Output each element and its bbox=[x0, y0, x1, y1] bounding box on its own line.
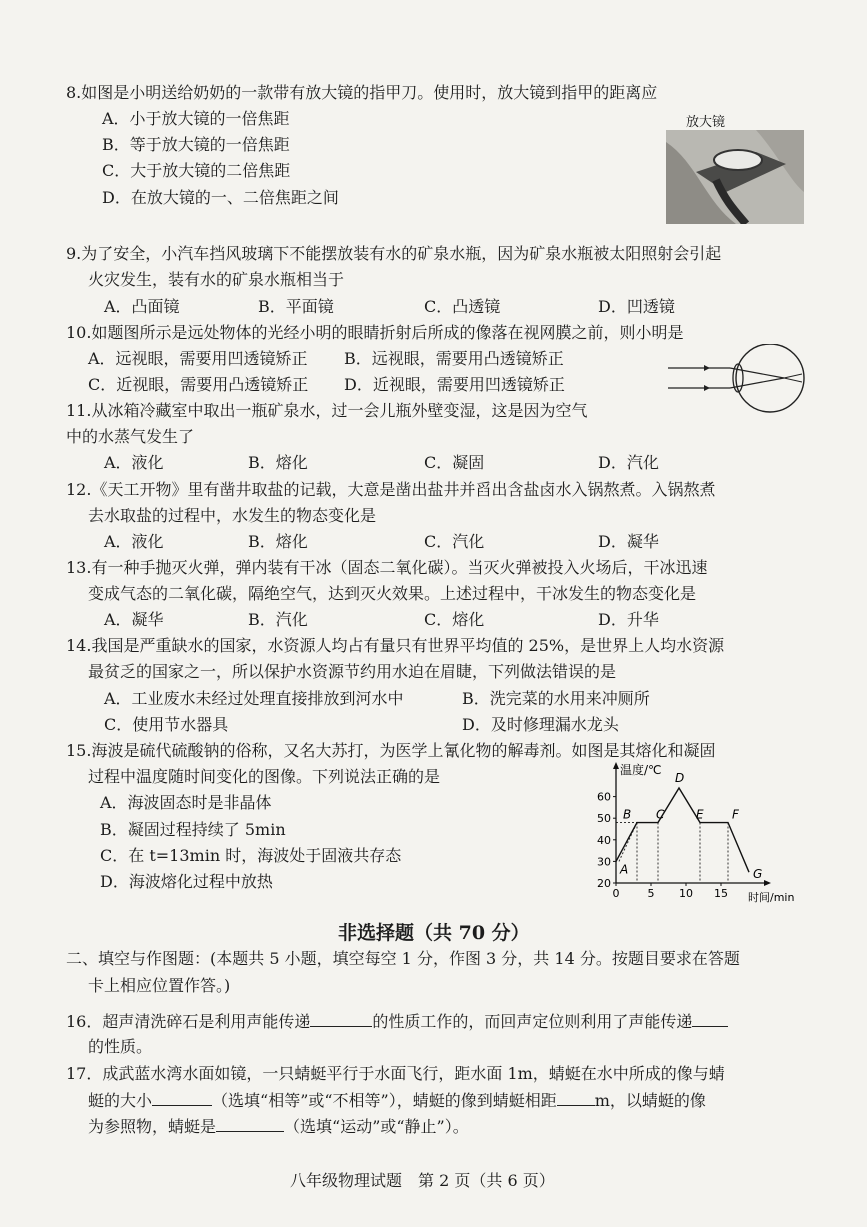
q11-option-d: D．汽化 bbox=[598, 453, 659, 472]
q9-stem-line2: 火灾发生，装有水的矿泉水瓶相当于 bbox=[88, 270, 345, 289]
chart-point-label: D bbox=[675, 770, 685, 785]
x-tick-label: 5 bbox=[647, 887, 655, 900]
q17-text-2a: 蜓的大小 bbox=[88, 1091, 153, 1110]
q9-stem-line1: 9.为了安全，小汽车挡风玻璃下不能摆放装有水的矿泉水瓶，因为矿泉水瓶被太阳照射会引起 bbox=[66, 244, 722, 263]
q11-option-c: C．凝固 bbox=[424, 453, 485, 472]
y-tick-label: 50 bbox=[597, 812, 611, 826]
q10-option-d: D．近视眼，需要用凹透镜矫正 bbox=[344, 375, 565, 394]
y-axis-arrow-icon bbox=[613, 762, 619, 769]
chart-series-line bbox=[616, 788, 749, 872]
section-intro-line2: 卡上相应位置作答。) bbox=[88, 976, 231, 995]
q12-option-c: C．汽化 bbox=[424, 532, 485, 551]
chart-y-ticks bbox=[597, 791, 616, 890]
q16-blank-1[interactable] bbox=[310, 1010, 372, 1027]
q15-option-a: A．海波固态时是非晶体 bbox=[100, 793, 272, 812]
q10-option-a: A．远视眼，需要用凹透镜矫正 bbox=[88, 349, 308, 368]
q15-stem-line2: 过程中温度随时间变化的图像。下列说法正确的是 bbox=[88, 767, 441, 786]
q11-stem-line2: 中的水蒸气发生了 bbox=[66, 427, 195, 446]
y-tick-label: 20 bbox=[597, 877, 611, 890]
eye-diagram bbox=[664, 344, 814, 416]
q9-option-a: A．凸面镜 bbox=[104, 297, 180, 316]
chart-xlabel: 时间/min bbox=[748, 891, 795, 904]
q8-option-d: D．在放大镜的一、二倍焦距之间 bbox=[102, 188, 339, 207]
q11-option-a: A．液化 bbox=[104, 453, 164, 472]
q14-stem-line2: 最贫乏的国家之一，所以保护水资源节约用水迫在眉睫，下列做法错误的是 bbox=[88, 662, 617, 681]
q14-stem-line1: 14.我国是严重缺水的国家，水资源人均占有量只有世界平均值的 25%，是世界上人均水资源 bbox=[66, 636, 725, 655]
q10-option-c: C．近视眼，需要用凸透镜矫正 bbox=[88, 375, 309, 394]
q11-option-b: B．熔化 bbox=[248, 453, 308, 472]
q8-figure-label: 放大镜 bbox=[686, 115, 726, 130]
q16-blank-2[interactable] bbox=[692, 1010, 728, 1027]
q14-option-a: A．工业废水未经过处理直接排放到河水中 bbox=[104, 689, 404, 708]
chart-point-label: C bbox=[656, 807, 665, 822]
x-tick-label: 15 bbox=[714, 887, 728, 900]
q12-option-d: D．凝华 bbox=[598, 532, 659, 551]
q17-text-3b: （选填“运动”或“静止”）。 bbox=[284, 1117, 469, 1136]
q9-option-b: B．平面镜 bbox=[258, 297, 334, 316]
q10-stem: 10.如题图所示是远处物体的光经小明的眼睛折射后所成的像落在视网膜之前，则小明是 bbox=[66, 323, 684, 342]
q13-stem-line2: 变成气态的二氧化碳，隔绝空气，达到灭火效果。上述过程中，干冰发生的物态变化是 bbox=[88, 584, 697, 603]
q13-option-d: D．升华 bbox=[598, 610, 659, 629]
q8-stem: 8.如图是小明送给奶奶的一款带有放大镜的指甲刀。使用时，放大镜到指甲的距离应 bbox=[66, 83, 658, 102]
chart-point-label: F bbox=[732, 807, 739, 822]
q15-option-c: C．在 t=13min 时，海波处于固液共存态 bbox=[100, 846, 402, 865]
q13-option-c: C．熔化 bbox=[424, 610, 485, 629]
q16-text-part1: 16．超声清洗碎石是利用声能传递 bbox=[66, 1012, 311, 1031]
q17-blank-2[interactable] bbox=[557, 1089, 595, 1106]
q17-blank-3[interactable] bbox=[216, 1115, 284, 1132]
q15-option-d: D．海波熔化过程中放热 bbox=[100, 872, 273, 891]
q17-text-2b: （选填“相等”或“不相等”），蜻蜓的像到蜻蜓相距 bbox=[212, 1091, 557, 1110]
q17-line2 bbox=[88, 1089, 706, 1112]
q13-stem-line1: 13.有一种手抛灭火弹，弹内装有干冰（固态二氧化碳）。当灭火弹被投入火场后，干冰迅速 bbox=[66, 558, 708, 577]
chart-point-label: B bbox=[623, 807, 632, 822]
y-tick-label: 40 bbox=[597, 833, 611, 847]
nail-clipper-figure bbox=[666, 112, 804, 224]
q12-option-a: A．液化 bbox=[104, 532, 164, 551]
chart-ylabel: 温度/℃ bbox=[620, 763, 662, 777]
q11-stem-line1: 11.从冰箱冷藏室中取出一瓶矿泉水，过一会儿瓶外壁变湿，这是因为空气 bbox=[66, 401, 588, 420]
q9-option-c: C．凸透镜 bbox=[424, 297, 501, 316]
q16-text-part3: 的性质。 bbox=[88, 1037, 153, 1056]
q13-option-b: B．汽化 bbox=[248, 610, 308, 629]
chart-x-ticks bbox=[613, 883, 729, 900]
y-tick-label: 30 bbox=[597, 855, 611, 869]
temperature-time-chart bbox=[590, 760, 804, 908]
q15-option-b: B．凝固过程持续了 5min bbox=[100, 820, 286, 839]
q14-option-d: D．及时修理漏水龙头 bbox=[462, 715, 619, 734]
q16-text-part2: 的性质工作的，而回声定位则利用了声能传递 bbox=[372, 1012, 693, 1031]
chart-point-label: G bbox=[753, 867, 763, 882]
q12-stem-line2: 去水取盐的过程中，水发生的物态变化是 bbox=[88, 506, 377, 525]
q17-text-3a: 为参照物，蜻蜓是 bbox=[88, 1117, 217, 1136]
section-title: 非选择题（共 70 分） bbox=[338, 922, 530, 944]
section-intro-line1: 二、填空与作图题：(本题共 5 小题，填空每空 1 分，作图 3 分，共 14 分。按题目要求在答题 bbox=[66, 949, 740, 968]
x-tick-label: 0 bbox=[612, 887, 620, 900]
x-tick-label: 10 bbox=[679, 887, 693, 900]
q15-stem-line1: 15.海波是硫代硫酸钠的俗称，又名大苏打，为医学上氰化物的解毒剂。如图是其熔化和凝固 bbox=[66, 741, 716, 760]
q17-blank-1[interactable] bbox=[152, 1089, 212, 1106]
q16-line1 bbox=[66, 1010, 728, 1033]
q17-line1: 17．成武蓝水湾水面如镜，一只蜻蜓平行于水面飞行，距水面 1m，蜻蜓在水中所成的像与蜻 bbox=[66, 1064, 725, 1083]
q8-option-b: B．等于放大镜的一倍焦距 bbox=[102, 135, 290, 154]
q14-option-b: B．洗完菜的水用来冲厕所 bbox=[462, 689, 650, 708]
q8-option-c: C．大于放大镜的二倍焦距 bbox=[102, 161, 291, 180]
q12-option-b: B．熔化 bbox=[248, 532, 308, 551]
q17-text-2c: m，以蜻蜓的像 bbox=[594, 1091, 706, 1110]
y-tick-label: 60 bbox=[597, 790, 611, 804]
q10-option-b: B．远视眼，需要用凸透镜矫正 bbox=[344, 349, 564, 368]
chart-point-label: A bbox=[620, 862, 629, 877]
chart-point-labels bbox=[619, 771, 762, 881]
q17-line3 bbox=[88, 1115, 469, 1138]
q9-option-d: D．凹透镜 bbox=[598, 297, 675, 316]
q12-stem-line1: 12.《天工开物》里有凿井取盐的记载，大意是凿出盐井并舀出含盐卤水入锅熬煮。入锅熬煮 bbox=[66, 480, 716, 499]
page-footer: 八年级物理试题 第 2 页（共 6 页） bbox=[290, 1171, 555, 1190]
q13-option-a: A．凝华 bbox=[104, 610, 164, 629]
q14-option-c: C．使用节水器具 bbox=[104, 715, 229, 734]
chart-point-label: E bbox=[696, 807, 704, 822]
x-axis-arrow-icon bbox=[764, 880, 771, 886]
q8-option-a: A．小于放大镜的一倍焦距 bbox=[102, 109, 290, 128]
